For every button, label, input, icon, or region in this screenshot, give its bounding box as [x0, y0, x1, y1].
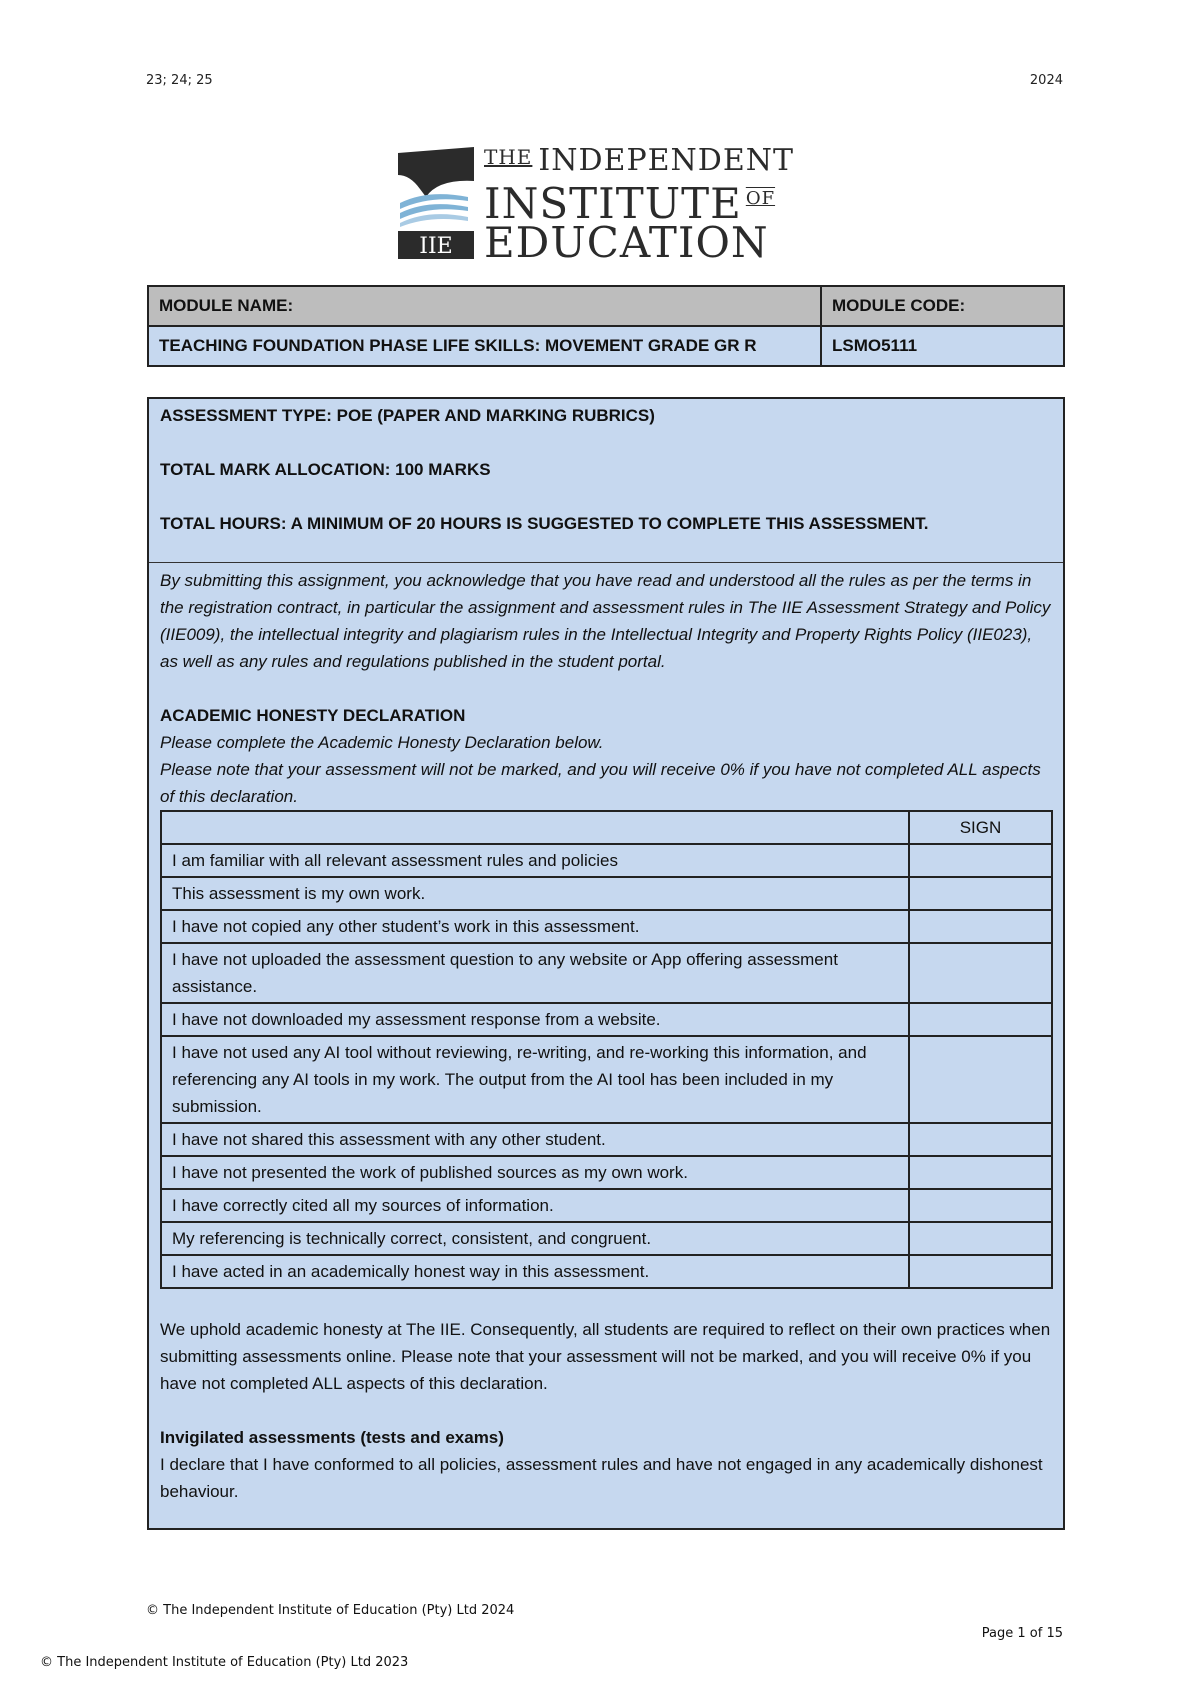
declaration-title: ACADEMIC HONESTY DECLARATION — [160, 706, 466, 725]
sign-cell[interactable] — [909, 1123, 1052, 1156]
header-right-text: 2024 — [1029, 73, 1063, 88]
sign-cell[interactable] — [909, 1156, 1052, 1189]
declaration-item: I have not presented the work of published sources as my own work. — [161, 1156, 909, 1189]
declaration-item: I have not downloaded my assessment response from a website. — [161, 1003, 909, 1036]
module-name-label: MODULE NAME: — [148, 286, 821, 326]
logo-line1: INDEPENDENT — [538, 143, 794, 178]
table-row — [161, 1123, 1052, 1156]
assessment-type: ASSESSMENT TYPE: POE (PAPER AND MARKING RUBRICS) — [160, 406, 655, 425]
declaration-item: I am familiar with all relevant assessment rules and policies — [161, 844, 909, 877]
sign-cell[interactable] — [909, 844, 1052, 877]
closing-paragraph: We uphold academic honesty at The IIE. Consequently, all students are required to reflect on their own practices when submitting assessments online. Please note that your assessment will not be marked, and you will receive 0% if you have not completed ALL aspects of this declaration. — [160, 1320, 1051, 1393]
table-row — [161, 1156, 1052, 1189]
assessment-summary — [149, 399, 1063, 563]
sign-cell[interactable] — [909, 1222, 1052, 1255]
svg-text:IIE: IIE — [419, 234, 453, 259]
table-row — [161, 1222, 1052, 1255]
logo-mark-icon — [398, 145, 474, 259]
invigilated-body: I declare that I have conformed to all policies, assessment rules and have not engaged in any academically dishonest behaviour. — [160, 1455, 1043, 1501]
sign-cell[interactable] — [909, 877, 1052, 910]
module-name-value: TEACHING FOUNDATION PHASE LIFE SKILLS: MOVEMENT GRADE GR R — [148, 326, 821, 366]
table-row — [161, 1189, 1052, 1222]
table-row — [161, 1003, 1052, 1036]
total-marks: TOTAL MARK ALLOCATION: 100 MARKS — [160, 460, 491, 479]
sign-cell[interactable] — [909, 1189, 1052, 1222]
declaration-instruction-1: Please complete the Academic Honesty Declaration below. — [160, 733, 604, 752]
rules-paragraph: By submitting this assignment, you acknowledge that you have read and understood all the rules as per the terms in the registration contract, in particular the assignment and assessment rules in The IIE Assessment Strategy and Policy (IIE009), the intellectual integrity and plagiarism rules in the Intellectual Integrity and Property Rights Policy (IIE023), as well as any rules and regulations published in the student portal. — [160, 571, 1051, 671]
declaration-table — [160, 810, 1053, 1289]
logo-the: THE — [484, 145, 533, 169]
header-left-text: 23; 24; 25 — [146, 73, 213, 88]
declaration-header-blank — [161, 811, 909, 844]
sign-cell[interactable] — [909, 1036, 1052, 1123]
declaration-item: My referencing is technically correct, consistent, and congruent. — [161, 1222, 909, 1255]
total-hours: TOTAL HOURS: A MINIMUM OF 20 HOURS IS SUGGESTED TO COMPLETE THIS ASSESSMENT. — [160, 514, 929, 533]
table-row — [161, 1255, 1052, 1288]
table-row — [161, 844, 1052, 877]
logo-line3: EDUCATION — [484, 218, 769, 267]
declaration-item: This assessment is my own work. — [161, 877, 909, 910]
declaration-item: I have acted in an academically honest way in this assessment. — [161, 1255, 909, 1288]
declaration-item: I have not copied any other student’s work in this assessment. — [161, 910, 909, 943]
assessment-box — [147, 397, 1065, 1530]
declaration-item: I have not shared this assessment with any other student. — [161, 1123, 909, 1156]
declaration-instruction-2: Please note that your assessment will not be marked, and you will receive 0% if you have not completed ALL aspects of this declaration. — [160, 760, 1041, 806]
sign-cell[interactable] — [909, 1255, 1052, 1288]
sign-cell[interactable] — [909, 1003, 1052, 1036]
table-row — [161, 943, 1052, 1003]
declaration-item: I have not used any AI tool without reviewing, re-writing, and re-working this information, and referencing any AI tools in my work. The output from the AI tool has been included in my submission. — [161, 1036, 909, 1123]
footer-copyright-2024: © The Independent Institute of Education (Pty) Ltd 2024 — [146, 1603, 515, 1618]
declaration-item: I have not uploaded the assessment question to any website or App offering assessment assistance. — [161, 943, 909, 1003]
table-row — [161, 877, 1052, 910]
table-row — [161, 1036, 1052, 1123]
footer-copyright-2023: © The Independent Institute of Education (Pty) Ltd 2023 — [40, 1655, 409, 1670]
sign-cell[interactable] — [909, 943, 1052, 1003]
table-row — [161, 910, 1052, 943]
logo-line2: INSTITUTE — [484, 179, 742, 228]
page-number: Page 1 of 15 — [981, 1626, 1063, 1641]
module-table — [147, 285, 1065, 367]
module-code-value: LSMO5111 — [821, 326, 1064, 366]
sign-cell[interactable] — [909, 910, 1052, 943]
logo-of: OF — [745, 188, 776, 209]
sign-column-header: SIGN — [909, 811, 1052, 844]
module-code-label: MODULE CODE: — [821, 286, 1064, 326]
iie-logo — [398, 143, 810, 267]
invigilated-title: Invigilated assessments (tests and exams) — [160, 1428, 504, 1447]
declaration-item: I have correctly cited all my sources of information. — [161, 1189, 909, 1222]
